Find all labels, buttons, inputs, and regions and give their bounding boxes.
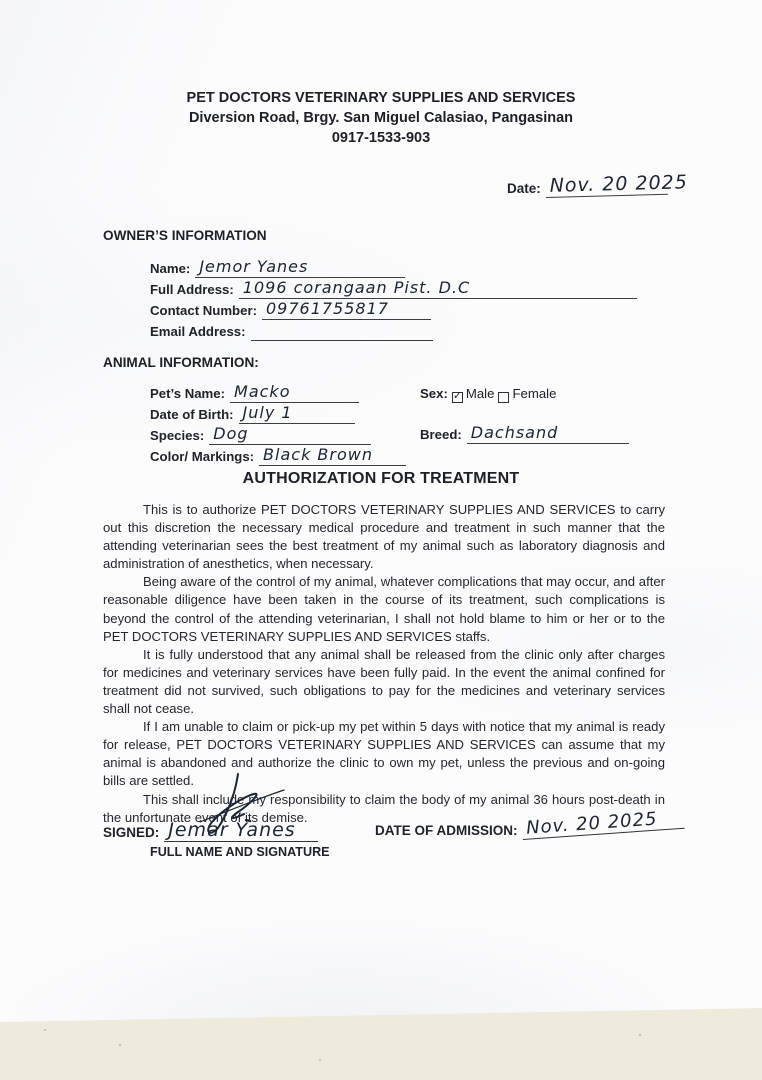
signed-caption: FULL NAME AND SIGNATURE: [150, 845, 330, 859]
field-row-owner-email: [150, 321, 637, 341]
admission-date-label: DATE OF ADMISSION:: [375, 823, 518, 838]
birth-date-value: July 1: [239, 404, 355, 424]
pet-name-label: Pet’s Name:: [150, 386, 226, 401]
pet-name-value: Macko: [230, 383, 359, 403]
field-row-birth-date: [150, 404, 406, 424]
owner-name-value: Jemor Yanes: [195, 258, 405, 278]
owner-contact-value: 09761755817: [262, 300, 431, 320]
field-row-sex: [420, 384, 556, 403]
animal-fields-left: [150, 383, 406, 466]
clinic-phone: 0917-1533-903: [331, 130, 431, 146]
field-row-owner-name: [150, 258, 637, 278]
color-markings-value: Black Brown: [259, 446, 406, 466]
breed-value: Dachsand: [467, 424, 629, 444]
owner-fields: [150, 258, 637, 341]
clinic-header: [0, 88, 762, 148]
field-row-breed: [420, 424, 629, 444]
field-row-owner-address: [150, 279, 637, 299]
authorization-paragraph-2: Being aware of the control of my animal, whatever complications that may occur, and after reasonable diligence have been taken in the course of its treatment, such complications is beyond the control of the attending veterinarian, I shall not hold blame to him or her or to the PET DOCTORS VETERINARY SUPPLIES AND SERVICES staffs.: [103, 574, 665, 644]
date-field: [507, 171, 688, 198]
clinic-address: Diversion Road, Brgy. San Miguel Calasiao, Pangasinan: [188, 110, 574, 126]
species-label: Species:: [150, 428, 205, 443]
sex-female-option-label: Female: [512, 386, 557, 401]
animal-section-title: ANIMAL INFORMATION:: [103, 355, 259, 370]
date-label: Date:: [507, 181, 541, 196]
field-row-species: [150, 425, 406, 445]
clinic-name: PET DOCTORS VETERINARY SUPPLIES AND SERVICES: [186, 90, 576, 106]
field-row-color-markings: [150, 446, 406, 466]
breed-label: Breed:: [420, 427, 462, 442]
authorization-paragraph-4: If I am unable to claim or pick-up my pet within 5 days with notice that my animal is ready for release, PET DOCTORS VETERINARY SUPPLIES AND SERVICES can assume that my animal is abandoned and authorize the clinic to own my pet, unless the previous and on-going bills are settled.: [103, 719, 665, 789]
authorization-title: AUTHORIZATION FOR TREATMENT: [242, 470, 520, 487]
owner-contact-label: Contact Number:: [150, 303, 257, 318]
signed-label: SIGNED:: [103, 825, 160, 840]
owner-name-label: Name:: [150, 261, 191, 276]
field-row-pet-name: [150, 383, 406, 403]
owner-address-value: 1096 corangaan Pist. D.C: [239, 279, 637, 299]
sex-label: Sex:: [420, 386, 448, 401]
authorization-paragraph-1: This is to authorize PET DOCTORS VETERINARY SUPPLIES AND SERVICES to carry out this discretion the necessary medical procedure and treatment in such manner that the attending veterinarian sees the best treatment of my animal such as laboratory diagnosis and administration of anesthetics, when necessary.: [103, 502, 665, 572]
owner-email-label: Email Address:: [150, 324, 246, 339]
owner-email-value: [251, 321, 433, 341]
admission-date-value: Nov. 20 2025: [521, 809, 684, 840]
signed-value: Jemar Yanes: [164, 822, 318, 842]
checkbox-male: ✓: [452, 390, 463, 402]
owner-section-title: OWNER’S INFORMATION: [103, 228, 267, 243]
field-row-owner-contact: [150, 300, 637, 320]
color-markings-label: Color/ Markings:: [150, 449, 255, 464]
authorization-paragraph-3: It is fully understood that any animal shall be released from the clinic only after charges for medicines and veterinary services have been fully paid. In the event the animal confined for treatment did not survived, such obligations to pay for the medicines and veterinary services shall not cease.: [103, 646, 665, 717]
birth-date-label: Date of Birth:: [150, 407, 234, 422]
date-value: Nov. 20 2025: [545, 175, 667, 198]
sex-male-option-label: Male: [465, 386, 495, 401]
species-value: Dog: [209, 425, 371, 445]
admission-date-field: [375, 808, 685, 840]
authorization-paragraph-5: This shall include my responsibility to claim the body of my animal 36 hours post-death in the unfortunate event of its demise.: [103, 791, 665, 825]
signed-field: [103, 819, 318, 842]
owner-address-label: Full Address:: [150, 282, 234, 297]
checkbox-female: [498, 392, 509, 403]
